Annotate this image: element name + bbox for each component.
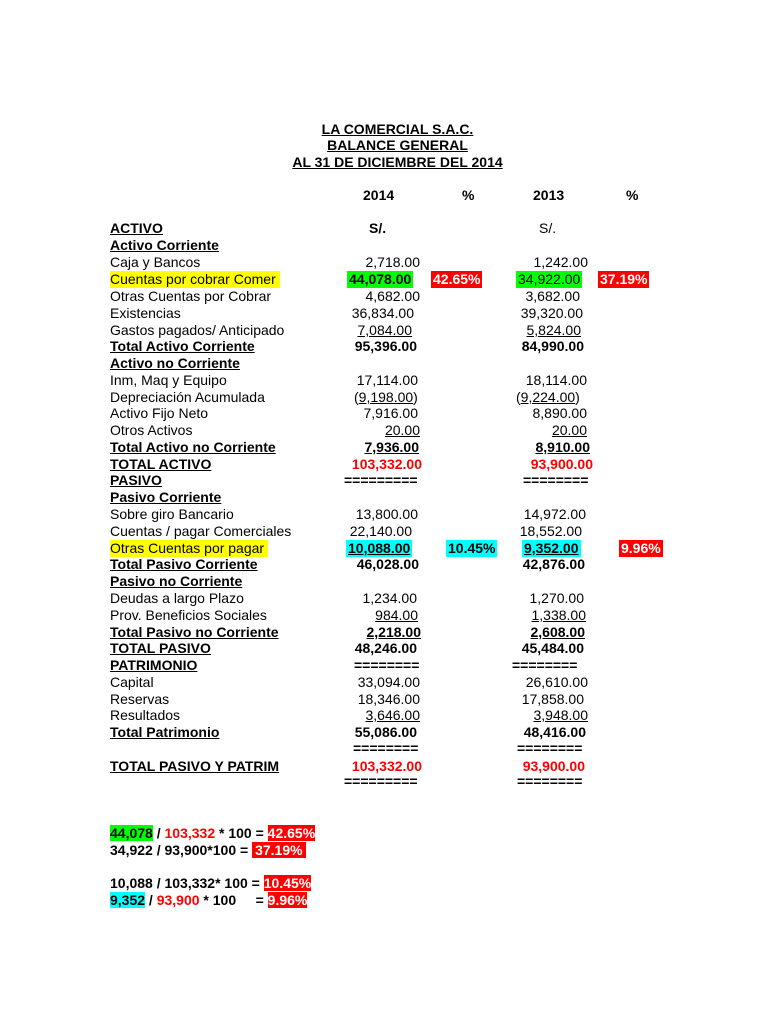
value-2014-dep-amount: 9,198.00 xyxy=(358,389,414,405)
row-label-total-patrimonio: Total Patrimonio xyxy=(110,724,220,740)
calc-cxc-2014-sep: / xyxy=(152,825,165,841)
value-2014-otros: 20.00 xyxy=(384,422,420,438)
value-2013-capital: 26,610.00 xyxy=(525,674,588,690)
pct-2014-otras-cxp: 10.45% xyxy=(448,540,496,556)
row-label-otros: Otros Activos xyxy=(110,422,193,438)
calc-cxc-2013-expr: 34,922 / 93,900*100 = xyxy=(110,842,253,858)
value-2013-total-activo: 93,900.00 xyxy=(530,456,593,472)
value-2013-total-anc: 8,910.00 xyxy=(535,439,590,455)
row-label-reservas: Reservas xyxy=(110,691,170,707)
row-label-total-pc: Total Pasivo Corriente xyxy=(110,556,258,572)
double-rule-2014-patrimonio: ======== xyxy=(353,740,419,756)
value-2014-total-pasivo: 48,246.00 xyxy=(354,640,417,656)
report-title: BALANCE GENERAL xyxy=(327,137,468,153)
calc-cxc-2013 xyxy=(110,842,306,859)
value-2013-dep: (9,224.00) xyxy=(516,389,580,405)
currency-2014: S/. xyxy=(369,220,387,236)
value-2013-total-pnc: 2,608.00 xyxy=(530,624,585,640)
double-rule-2013-total: ======== xyxy=(517,773,583,789)
subsection-activo-no-corriente: Activo no Corriente xyxy=(110,355,240,371)
value-2013-gastos: 5,824.00 xyxy=(526,322,581,338)
row-label-sobregiro: Sobre giro Bancario xyxy=(110,506,234,522)
row-label-resultados: Resultados xyxy=(110,707,181,723)
value-2014-otras-cxp: 10,088.00 xyxy=(348,540,411,556)
col-pct-2013: % xyxy=(626,187,639,203)
value-2013-caja: 1,242.00 xyxy=(533,254,588,270)
value-2013-total-pp: 93,900.00 xyxy=(522,758,585,774)
row-label-capital: Capital xyxy=(110,674,154,690)
calc-cxp-2014-result: 10.45% xyxy=(263,875,312,891)
value-2014-existencias: 36,834.00 xyxy=(351,305,414,321)
calc-cxc-2014-op: * 100 = xyxy=(215,825,268,841)
double-rule-2013-patrimonio: ======== xyxy=(517,740,583,756)
calc-cxc-2014-result: 42.65% xyxy=(267,825,316,841)
row-label-afn: Activo Fijo Neto xyxy=(110,405,209,421)
value-2014-total-activo: 103,332.00 xyxy=(351,456,422,472)
value-2013-total-pc: 42,876.00 xyxy=(522,556,585,572)
section-pasivo: PASIVO xyxy=(110,472,162,488)
value-2014-total-pc: 46,028.00 xyxy=(356,556,419,572)
double-rule-2013-activo: ======== xyxy=(523,472,589,488)
row-label-existencias: Existencias xyxy=(110,305,181,321)
row-label-deudas: Deudas a largo Plazo xyxy=(110,590,244,606)
value-2014-deudas: 1,234.00 xyxy=(362,590,417,606)
value-2014-sobregiro: 13,800.00 xyxy=(355,506,418,522)
section-patrimonio: PATRIMONIO xyxy=(110,657,198,673)
col-pct-2014: % xyxy=(462,187,475,203)
value-2013-total-pasivo: 45,484.00 xyxy=(521,640,584,656)
row-label-total-pasivo: TOTAL PASIVO xyxy=(110,640,211,656)
value-2014-cxc: 44,078.00 xyxy=(349,271,412,287)
subsection-pasivo-corriente: Pasivo Corriente xyxy=(110,489,222,505)
value-2014-resultados: 3,646.00 xyxy=(365,707,420,723)
row-label-total-ac: Total Activo Corriente xyxy=(110,338,255,354)
value-2013-otras-cxc: 3,682.00 xyxy=(525,288,580,304)
value-2013-cxp: 18,552.00 xyxy=(519,523,582,539)
double-rule-2014-activo: ========= xyxy=(344,472,418,488)
calc-cxp-2013 xyxy=(110,892,307,909)
col-2013: 2013 xyxy=(533,187,565,203)
calc-cxc-2013-result: 37.19% xyxy=(252,842,305,858)
value-2014-total-pnc: 2,218.00 xyxy=(366,624,421,640)
calc-cxc-2014 xyxy=(110,825,315,842)
row-label-cxc: Cuentas por cobrar Comer xyxy=(110,271,280,288)
value-2014-dep: (9,198.00) xyxy=(354,389,418,405)
value-2014-capital: 33,094.00 xyxy=(357,674,420,690)
pct-2013-otras-cxp: 9.96% xyxy=(621,540,661,556)
value-2013-otros: 20.00 xyxy=(551,422,587,438)
value-2014-total-patrimonio: 55,086.00 xyxy=(354,724,417,740)
row-label-caja: Caja y Bancos xyxy=(110,254,201,270)
value-2013-sobregiro: 14,972.00 xyxy=(523,506,586,522)
currency-2013: S/. xyxy=(539,220,557,236)
row-label-total-pnc: Total Pasivo no Corriente xyxy=(110,624,279,640)
row-label-otras-cxp: Otras Cuentas por pagar xyxy=(110,540,268,557)
report-date: AL 31 DE DICIEMBRE DEL 2014 xyxy=(292,154,503,170)
col-2014: 2014 xyxy=(363,187,395,203)
row-label-gastos: Gastos pagados/ Anticipado xyxy=(110,322,285,338)
value-2013-cxc: 34,922.00 xyxy=(518,271,581,287)
calc-cxp-2013-result: 9.96% xyxy=(267,892,308,908)
value-2013-inm: 18,114.00 xyxy=(525,372,587,388)
double-rule-2014-pasivo: ======== xyxy=(354,657,420,673)
row-label-cxp: Cuentas / pagar Comerciales xyxy=(110,523,292,539)
section-activo: ACTIVO xyxy=(110,220,163,236)
double-rule-2013-pasivo: ======== xyxy=(512,657,578,673)
value-2013-afn: 8,890.00 xyxy=(532,405,587,421)
row-label-inm: Inm, Maq y Equipo xyxy=(110,372,227,388)
calc-cxp-2013-num: 9,352 xyxy=(110,892,146,908)
value-2013-deudas: 1,270.00 xyxy=(529,590,584,606)
calc-cxc-2014-den: 103,332 xyxy=(164,825,216,841)
row-label-otras-cxc: Otras Cuentas por Cobrar xyxy=(110,288,272,304)
value-2014-cxp: 22,140.00 xyxy=(349,523,412,539)
value-2014-inm: 17,114.00 xyxy=(356,372,418,388)
double-rule-2014-total: ========= xyxy=(344,773,418,789)
value-2013-resultados: 3,948.00 xyxy=(533,707,588,723)
calc-cxp-2013-den: 93,900 xyxy=(156,892,200,908)
calc-cxp-2013-sep: / xyxy=(145,892,157,908)
row-label-prov: Prov. Beneficios Sociales xyxy=(110,607,267,623)
row-label-total-anc: Total Activo no Corriente xyxy=(110,439,276,455)
calc-cxp-2014-expr: 10,088 / 103,332* 100 = xyxy=(110,875,264,891)
value-2013-total-patrimonio: 48,416.00 xyxy=(523,724,586,740)
pct-2014-cxc: 42.65% xyxy=(433,271,481,287)
value-2013-prov: 1,338.00 xyxy=(531,607,586,623)
row-label-dep: Depreciación Acumulada xyxy=(110,389,265,405)
company-title: LA COMERCIAL S.A.C. xyxy=(321,121,474,137)
value-2014-prov: 984.00 xyxy=(375,607,418,623)
value-2013-dep-amount: 9,224.00 xyxy=(520,389,576,405)
value-2013-reservas: 17,858.00 xyxy=(521,691,584,707)
value-2014-reservas: 18,346.00 xyxy=(357,691,420,707)
value-2014-total-ac: 95,396.00 xyxy=(354,338,417,354)
value-2013-existencias: 39,320.00 xyxy=(520,305,583,321)
value-2014-afn: 7,916.00 xyxy=(363,405,418,421)
pct-2013-cxc: 37.19% xyxy=(600,271,648,287)
row-label-total-activo: TOTAL ACTIVO xyxy=(110,456,212,472)
subsection-pasivo-no-corriente: Pasivo no Corriente xyxy=(110,573,243,589)
value-2014-otras-cxc: 4,682.00 xyxy=(365,288,420,304)
value-2014-total-pp: 103,332.00 xyxy=(351,758,422,774)
calc-cxp-2013-op: * 100 = xyxy=(199,892,268,908)
calc-cxp-2014 xyxy=(110,875,311,892)
value-2014-caja: 2,718.00 xyxy=(365,254,420,270)
value-2013-total-ac: 84,990.00 xyxy=(521,338,584,354)
calc-cxc-2014-num: 44,078 xyxy=(110,825,153,841)
row-label-total-pp: TOTAL PASIVO Y PATRIM xyxy=(110,758,280,774)
subsection-activo-corriente: Activo Corriente xyxy=(110,237,219,253)
value-2014-gastos: 7,084.00 xyxy=(357,322,412,338)
value-2013-otras-cxp: 9,352.00 xyxy=(524,540,579,556)
value-2014-total-anc: 7,936.00 xyxy=(364,439,419,455)
